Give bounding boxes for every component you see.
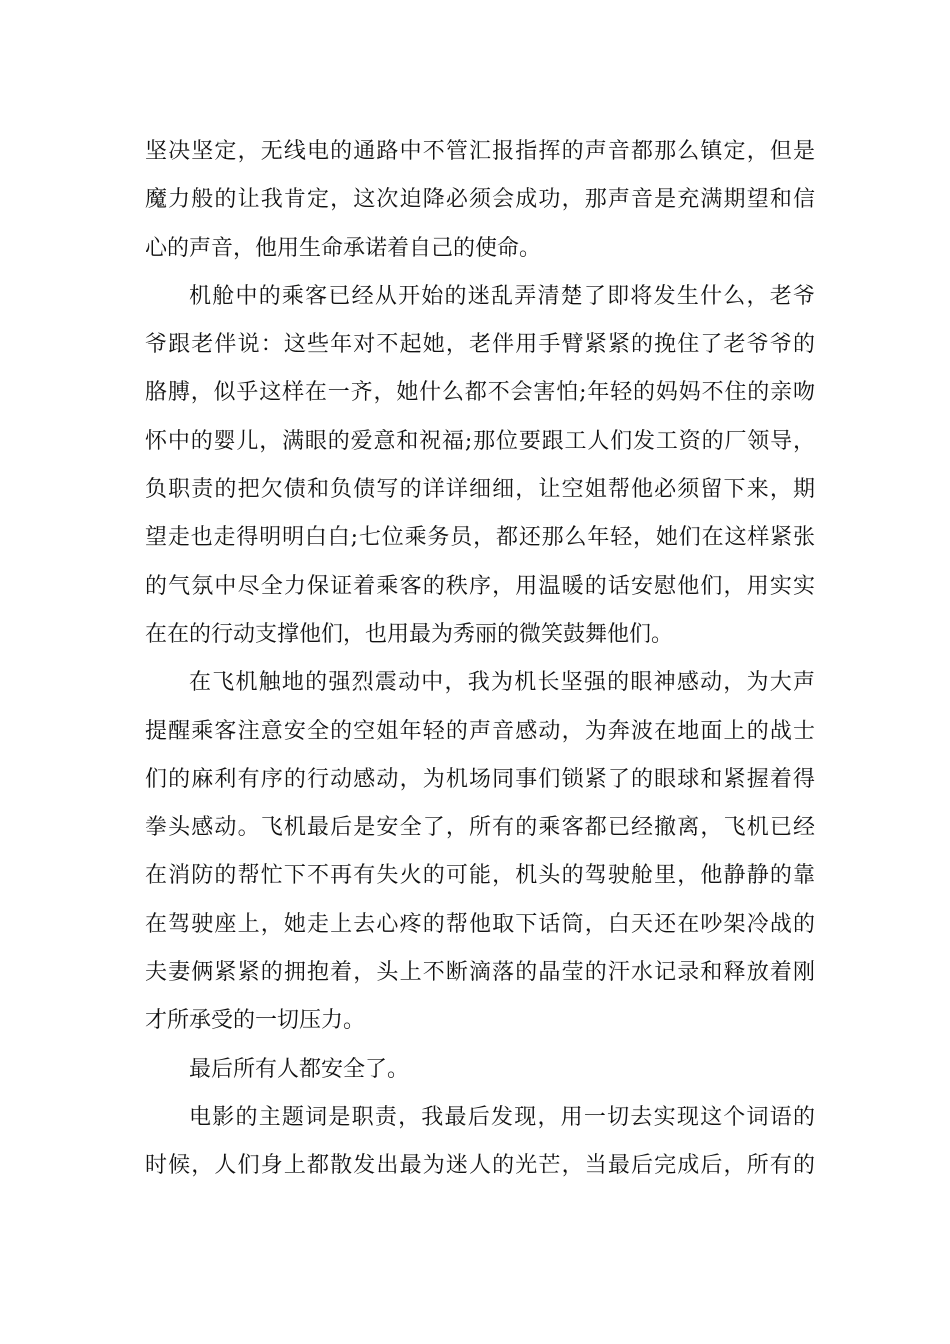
text-line: 提醒乘客注意安全的空姐年轻的声音感动，为奔波在地面上的战士 — [145, 718, 815, 744]
text-line: 坚决坚定，无线电的通路中不管汇报指挥的声音都那么镇定，但是 — [145, 139, 815, 164]
text-line: 负职责的把欠债和负债写的详详细细，让空姐帮他必须留下来，期 — [145, 477, 815, 503]
text-line: 的气氛中尽全力保证着乘客的秩序，用温暖的话安慰他们，用实实 — [145, 573, 815, 599]
text-line: 在在的行动支撑他们，也用最为秀丽的微笑鼓舞他们。 — [145, 621, 674, 647]
text-line: 望走也走得明明白白;七位乘务员，都还那么年轻，她们在这样紧张 — [145, 525, 815, 551]
text-line: 们的麻利有序的行动感动，为机场同事们锁紧了的眼球和紧握着得 — [145, 766, 815, 792]
paragraph-first-line: 机舱中的乘客已经从开始的迷乱弄清楚了即将发生什么，老爷 — [189, 283, 815, 309]
text-line: 在消防的帮忙下不再有失火的可能，机头的驾驶舱里，他静静的靠 — [145, 863, 815, 889]
text-line: 心的声音，他用生命承诺着自己的使命。 — [145, 235, 542, 261]
document-body — [145, 128, 815, 1191]
paragraph-first-line: 电影的主题词是职责，我最后发现，用一切去实现这个词语的 — [189, 1104, 815, 1130]
paragraph-first-line: 在飞机触地的强烈震动中，我为机长坚强的眼神感动，为大声 — [189, 670, 815, 696]
paragraph-first-line: 最后所有人都安全了。 — [189, 1056, 410, 1082]
text-line: 爷跟老伴说：这些年对不起她，老伴用手臂紧紧的挽住了老爷爷的 — [145, 332, 815, 358]
text-line: 魔力般的让我肯定，这次迫降必须会成功，那声音是充满期望和信 — [145, 187, 815, 213]
text-line: 才所承受的一切压力。 — [145, 1008, 366, 1034]
text-line: 在驾驶座上，她走上去心疼的帮他取下话筒，白天还在吵架冷战的 — [145, 911, 815, 937]
text-line: 夫妻俩紧紧的拥抱着，头上不断滴落的晶莹的汗水记录和释放着刚 — [145, 960, 815, 986]
text-line: 怀中的婴儿，满眼的爱意和祝福;那位要跟工人们发工资的厂领导， — [145, 428, 815, 454]
text-line: 胳膊，似乎这样在一齐，她什么都不会害怕;年轻的妈妈不住的亲吻 — [145, 380, 815, 406]
text-line: 时候，人们身上都散发出最为迷人的光芒，当最后完成后，所有的 — [145, 1153, 815, 1179]
text-line: 拳头感动。飞机最后是安全了，所有的乘客都已经撤离，飞机已经 — [145, 815, 815, 841]
